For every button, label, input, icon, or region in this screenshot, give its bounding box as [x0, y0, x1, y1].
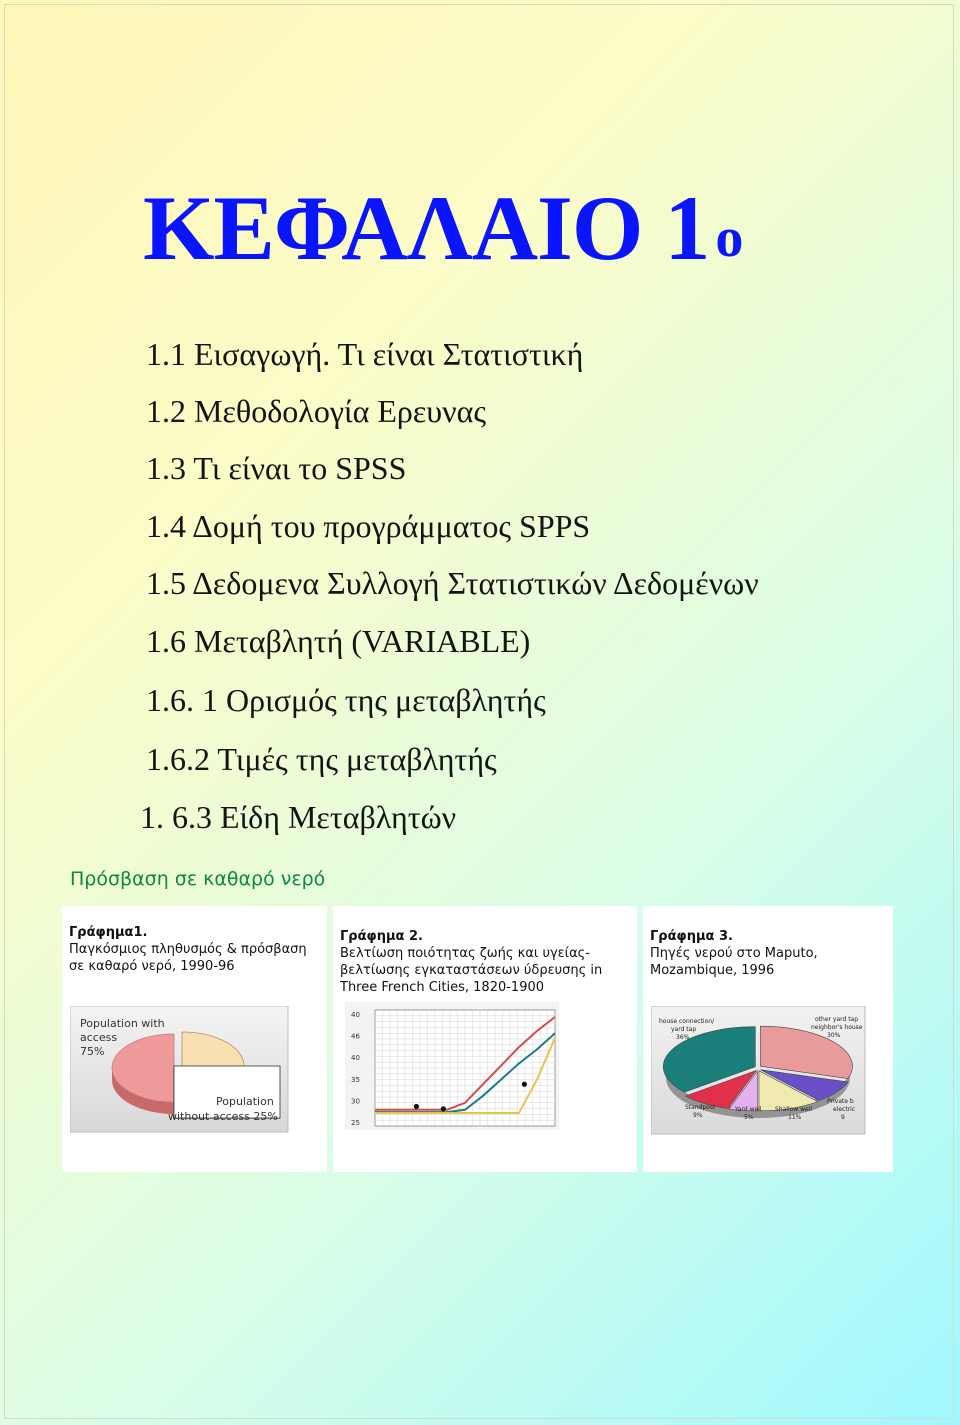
toc-item: 1.6. 1 Ορισμός της μεταβλητής	[146, 682, 546, 718]
chapter-title: ΚΕΦΑΛΑΙΟ 1 $^o$	[143, 177, 743, 279]
figure-3-caption-block	[650, 928, 890, 979]
toc-item: 1.2 Μεθοδολογία Ερευνας	[146, 393, 487, 429]
label-house-2: yard tap	[671, 1026, 697, 1033]
figure-1-pie-chart	[70, 1006, 292, 1136]
label-house-3: 36%	[676, 1034, 690, 1041]
toc-item: 1.6.2 Τιμές της μεταβλητής	[146, 741, 497, 777]
figure-1-caption-block	[69, 924, 314, 975]
label-yard-2: 5%	[744, 1114, 754, 1121]
label-other-1: other yard tap	[815, 1016, 859, 1023]
label-with-access-2: access	[80, 1031, 118, 1044]
toc-item: 1. 6.3 Είδη Μεταβλητών	[140, 799, 457, 835]
data-marker	[414, 1104, 419, 1109]
toc-item: 1.5 Δεδομενα Συλλογή Στατιστικών Δεδομένων	[146, 565, 759, 601]
label-shallow-1: Shallow well	[775, 1106, 813, 1113]
figure-panel-3	[643, 906, 893, 1172]
y-tick-label: 30	[351, 1097, 360, 1106]
data-marker	[522, 1082, 527, 1087]
toc-item: 1.6 Μεταβλητή (VARIABLE)	[146, 623, 531, 659]
figure-2-caption-block	[340, 928, 630, 996]
y-tick-label: 46	[351, 1032, 360, 1041]
label-shallow-2: 11%	[788, 1114, 802, 1121]
toc-item: 1.1 Εισαγωγή. Τι είναι Στατιστική	[146, 336, 584, 372]
label-standpost-2: 9%	[693, 1112, 703, 1119]
y-tick-label: 40	[351, 1011, 360, 1019]
toc-item: 1.3 Τι είναι το SPSS	[146, 450, 407, 486]
label-other-2: neighbor's house	[811, 1024, 863, 1031]
label-with-access-1: Population with	[80, 1017, 165, 1030]
label-private-3: 9	[841, 1114, 845, 1121]
label-yard-1: Yard well	[735, 1106, 762, 1113]
y-tick-label: 35	[351, 1075, 360, 1084]
figure-panel-1	[62, 906, 327, 1172]
chapter-superscript: ο	[715, 207, 743, 269]
section-heading: Πρόσβαση σε καθαρό νερό	[70, 868, 326, 890]
figure-2-line-chart	[345, 1002, 561, 1132]
label-house-1: house connection/	[659, 1018, 715, 1025]
figure-1-caption: Παγκόσμιος πληθυσμός & πρόσβαση σε καθαρό νερό, 1990-96	[69, 942, 307, 974]
figure-panel-2	[333, 906, 637, 1172]
toc-item: 1.4 Δομή του προγράμματος SPPS	[146, 508, 591, 544]
label-private-1: Private b	[827, 1098, 854, 1105]
label-without-access-2: without access 25%	[168, 1110, 278, 1123]
figure-3-label: Γράφημα 3.	[650, 929, 733, 944]
y-tick-label: 25	[351, 1119, 360, 1127]
label-private-2: electric	[833, 1106, 856, 1113]
figure-3-pie-chart	[651, 1006, 869, 1136]
y-tick-label: 40	[351, 1054, 360, 1063]
label-with-access-3: 75%	[80, 1045, 105, 1058]
data-marker	[441, 1106, 446, 1111]
label-without-access-1: Population	[216, 1095, 274, 1108]
figure-3-caption: Πηγές νερού στο Maputo, Mozambique, 1996	[650, 946, 818, 978]
figure-1-label: Γράφημα1.	[69, 925, 148, 940]
figure-2-caption: Βελτίωση ποιότητας ζωής και υγείας-βελτίωσης εγκαταστάσεων ύδρευσης in Three French Cities, 1820-1900	[340, 946, 603, 995]
figure-2-label: Γράφημα 2.	[340, 929, 423, 944]
label-other-3: 30%	[827, 1032, 841, 1039]
label-standpost-1: Standpost	[685, 1104, 716, 1111]
